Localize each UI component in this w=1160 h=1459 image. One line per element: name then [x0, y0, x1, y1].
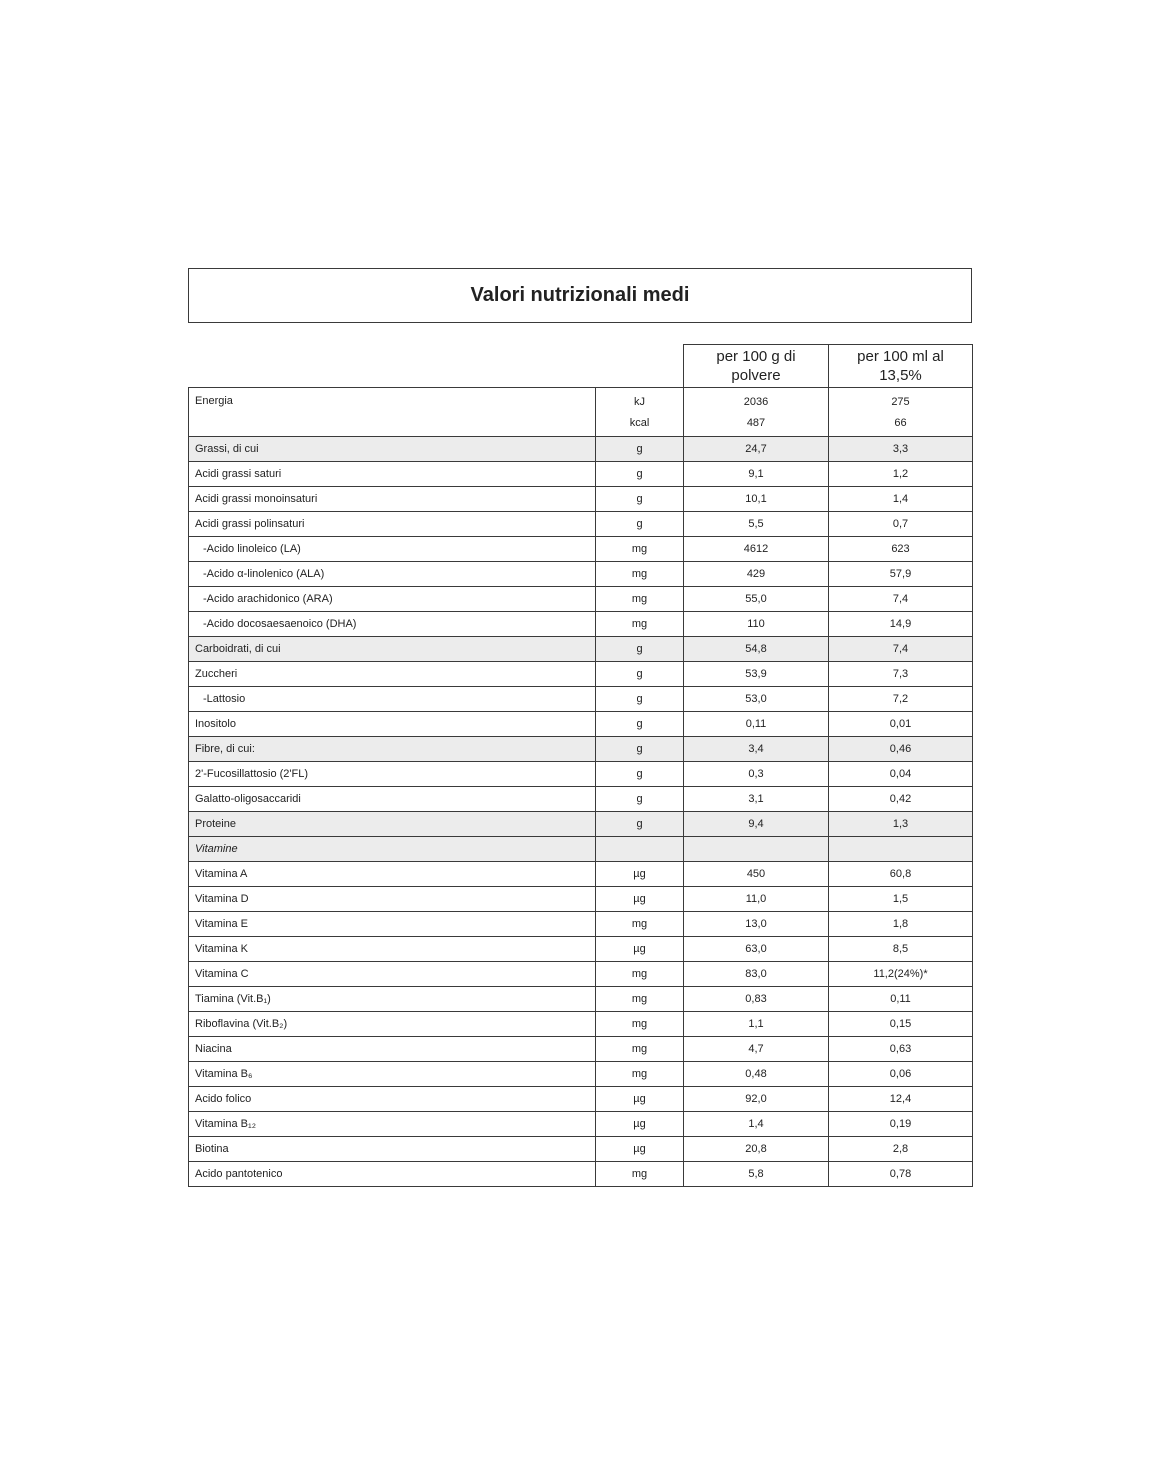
unit-cell: mg: [596, 587, 684, 611]
table-row: [189, 512, 972, 537]
unit-cell: g: [596, 662, 684, 686]
table-row: [189, 1087, 972, 1112]
value-per-ml-cell: 57,9: [889, 568, 912, 580]
value-per-ml-cell: 623: [891, 543, 910, 555]
value-kj-per-ml: 275: [891, 395, 910, 408]
nutrient-name: Acido pantotenico: [189, 1162, 596, 1186]
table-row: [189, 612, 972, 637]
value-per-ml-cell: 7,2: [892, 693, 909, 705]
table-row: [189, 987, 972, 1012]
value-per-ml-cell: 2,8: [892, 1143, 909, 1155]
value-per-ml-cell: 0,7: [892, 518, 909, 530]
value-per-ml-cell: 7,3: [892, 668, 909, 680]
table-row: [189, 712, 972, 737]
value-per-ml-cell: 1,5: [892, 893, 909, 905]
value-per-powder-cell: 3,4: [684, 737, 829, 761]
value-per-powder-cell: 63,0: [684, 937, 829, 961]
nutrient-name: -Acido α-linolenico (ALA): [189, 562, 596, 586]
unit-cell: µg: [596, 937, 684, 961]
value-per-powder-cell: 0,48: [684, 1062, 829, 1086]
unit-kj: kJ: [634, 395, 645, 408]
value-per-powder-cell: 53,9: [684, 662, 829, 686]
table-row: [189, 1037, 972, 1062]
table-row: [189, 912, 972, 937]
value-per-powder-cell: [684, 837, 829, 861]
value-per-powder-cell: [684, 388, 829, 436]
nutrient-name: Fibre, di cui:: [189, 737, 596, 761]
unit-cell: mg: [596, 987, 684, 1011]
unit-cell: g: [596, 462, 684, 486]
unit-cell: mg: [596, 1037, 684, 1061]
nutrient-name: Inositolo: [189, 712, 596, 736]
value-per-powder-cell: 55,0: [684, 587, 829, 611]
value-per-powder-cell: 13,0: [684, 912, 829, 936]
nutrient-name: 2'-Fucosillattosio (2'FL): [189, 762, 596, 786]
value-kj-per-powder: 2036: [743, 395, 769, 408]
value-per-ml-cell: 1,4: [892, 493, 909, 505]
value-per-ml-cell: 1,8: [892, 918, 909, 930]
nutrient-name: Proteine: [189, 812, 596, 836]
column-headers: [683, 344, 973, 387]
unit-cell: µg: [596, 1087, 684, 1111]
unit-cell: mg: [596, 912, 684, 936]
value-per-ml-cell: [829, 837, 972, 861]
table-row: [189, 637, 972, 662]
value-per-powder-cell: 5,5: [684, 512, 829, 536]
value-per-ml-cell: 7,4: [892, 593, 909, 605]
table-row: [189, 787, 972, 812]
value-per-powder-cell: 53,0: [684, 687, 829, 711]
nutrient-name: -Acido docosaesaenoico (DHA): [189, 612, 596, 636]
unit-cell: g: [596, 712, 684, 736]
nutrient-name: Tiamina (Vit.B₁): [189, 987, 596, 1011]
value-per-powder-cell: 110: [684, 612, 829, 636]
nutrient-name: Vitamina A: [189, 862, 596, 886]
value-per-powder-cell: 24,7: [684, 437, 829, 461]
value-per-ml-cell: 0,78: [889, 1168, 912, 1180]
value-per-powder-cell: 429: [684, 562, 829, 586]
table-row: [189, 662, 972, 687]
unit-cell: µg: [596, 887, 684, 911]
nutrient-name: Acidi grassi monoinsaturi: [189, 487, 596, 511]
unit-cell: mg: [596, 1012, 684, 1036]
value-per-ml-cell: 0,19: [889, 1118, 912, 1130]
nutrient-name: Biotina: [189, 1137, 596, 1161]
unit-cell: g: [596, 812, 684, 836]
value-per-ml-cell: 0,04: [889, 768, 912, 780]
unit-cell: g: [596, 437, 684, 461]
nutrient-name: Galatto-oligosaccaridi: [189, 787, 596, 811]
value-per-powder-cell: 9,1: [684, 462, 829, 486]
value-per-powder-cell: 450: [684, 862, 829, 886]
nutrient-name: Vitamina B₁₂: [189, 1112, 596, 1136]
value-per-ml-cell: 1,2: [892, 468, 909, 480]
value-per-powder-cell: 3,1: [684, 787, 829, 811]
unit-cell: mg: [596, 1062, 684, 1086]
unit-cell: µg: [596, 1112, 684, 1136]
nutrient-name: -Acido arachidonico (ARA): [189, 587, 596, 611]
nutrient-name: Carboidrati, di cui: [189, 637, 596, 661]
value-per-ml-cell: 0,11: [890, 993, 911, 1005]
table-row: [189, 587, 972, 612]
value-per-ml-cell: 0,42: [889, 793, 912, 805]
table-row: [189, 937, 972, 962]
column-header-per-ml: per 100 ml al 13,5%: [828, 344, 973, 387]
table-row: [189, 887, 972, 912]
value-per-powder-cell: 4612: [684, 537, 829, 561]
value-per-ml-cell: 11,2(24%)*: [873, 968, 928, 980]
unit-cell: µg: [596, 862, 684, 886]
unit-cell: mg: [596, 962, 684, 986]
unit-cell: mg: [596, 612, 684, 636]
nutrition-table: [188, 387, 973, 1187]
table-row: [189, 1062, 972, 1087]
value-per-ml-cell: 60,8: [889, 868, 912, 880]
unit-cell: µg: [596, 1137, 684, 1161]
nutrient-name: Vitamina E: [189, 912, 596, 936]
table-row: [189, 1137, 972, 1162]
value-per-powder-cell: 0,11: [684, 712, 829, 736]
unit-cell: g: [596, 512, 684, 536]
value-per-ml-cell: 0,15: [889, 1018, 912, 1030]
value-per-ml-cell: 0,06: [889, 1068, 912, 1080]
value-per-powder-cell: 0,83: [684, 987, 829, 1011]
value-per-powder-cell: 0,3: [684, 762, 829, 786]
unit-cell: g: [596, 787, 684, 811]
value-per-powder-cell: 11,0: [684, 887, 829, 911]
value-per-ml-cell: 3,3: [892, 443, 909, 455]
table-row: [189, 462, 972, 487]
nutrient-name: Vitamina B₆: [189, 1062, 596, 1086]
value-per-powder-cell: 83,0: [684, 962, 829, 986]
value-kcal-per-ml: 66: [894, 416, 907, 429]
table-row: [189, 862, 972, 887]
column-header-per-powder: per 100 g di polvere: [683, 344, 828, 387]
table-row: [189, 437, 972, 462]
table-row-energy: [189, 388, 972, 437]
table-row: [189, 687, 972, 712]
value-per-ml-cell: 0,01: [889, 718, 912, 730]
value-per-powder-cell: 1,4: [684, 1112, 829, 1136]
nutrient-name: -Acido linoleico (LA): [189, 537, 596, 561]
nutrient-name: Niacina: [189, 1037, 596, 1061]
value-per-ml-cell: 0,63: [889, 1043, 912, 1055]
table-title: Valori nutrizionali medi: [188, 268, 972, 323]
nutrient-name: Grassi, di cui: [189, 437, 596, 461]
value-per-powder-cell: 10,1: [684, 487, 829, 511]
nutrient-name: Zuccheri: [189, 662, 596, 686]
table-row: [189, 1162, 972, 1187]
value-per-powder-cell: 5,8: [684, 1162, 829, 1186]
unit-cell: [596, 388, 684, 436]
nutrient-name: Acidi grassi polinsaturi: [189, 512, 596, 536]
table-row: [189, 562, 972, 587]
unit-cell: mg: [596, 537, 684, 561]
value-per-powder-cell: 20,8: [684, 1137, 829, 1161]
value-per-ml-cell: 1,3: [892, 818, 909, 830]
nutrient-name: Vitamina D: [189, 887, 596, 911]
nutrient-name: Riboflavina (Vit.B₂): [189, 1012, 596, 1036]
table-row: [189, 537, 972, 562]
nutrient-name: Vitamina K: [189, 937, 596, 961]
unit-cell: g: [596, 737, 684, 761]
table-row: [189, 962, 972, 987]
unit-cell: mg: [596, 562, 684, 586]
table-row: [189, 812, 972, 837]
unit-cell: g: [596, 687, 684, 711]
table-row: [189, 762, 972, 787]
nutrient-name: Acidi grassi saturi: [189, 462, 596, 486]
value-per-ml-cell: 8,5: [892, 943, 909, 955]
value-per-ml-cell: 7,4: [892, 643, 909, 655]
nutrient-name: Acido folico: [189, 1087, 596, 1111]
unit-cell: g: [596, 487, 684, 511]
value-per-powder-cell: 1,1: [684, 1012, 829, 1036]
value-per-ml-cell: [829, 388, 972, 436]
value-per-powder-cell: 54,8: [684, 637, 829, 661]
nutrient-name: Vitamine: [189, 837, 596, 861]
table-row: [189, 487, 972, 512]
unit-cell: g: [596, 762, 684, 786]
unit-cell: g: [596, 637, 684, 661]
nutrient-name: -Lattosio: [189, 687, 596, 711]
table-row: [189, 1112, 972, 1137]
value-kcal-per-powder: 487: [746, 416, 766, 429]
nutrient-name: Energia: [189, 388, 596, 436]
table-row: [189, 837, 972, 862]
value-per-powder-cell: 4,7: [684, 1037, 829, 1061]
table-row: [189, 1012, 972, 1037]
table-row: [189, 737, 972, 762]
value-per-ml-cell: 0,46: [889, 743, 912, 755]
value-per-powder-cell: 92,0: [684, 1087, 829, 1111]
value-per-powder-cell: 9,4: [684, 812, 829, 836]
value-per-ml-cell: 12,4: [889, 1093, 912, 1105]
value-per-ml-cell: 14,9: [889, 618, 912, 630]
unit-cell: [596, 837, 684, 861]
unit-kcal: kcal: [629, 416, 650, 429]
unit-cell: mg: [596, 1162, 684, 1186]
nutrient-name: Vitamina C: [189, 962, 596, 986]
